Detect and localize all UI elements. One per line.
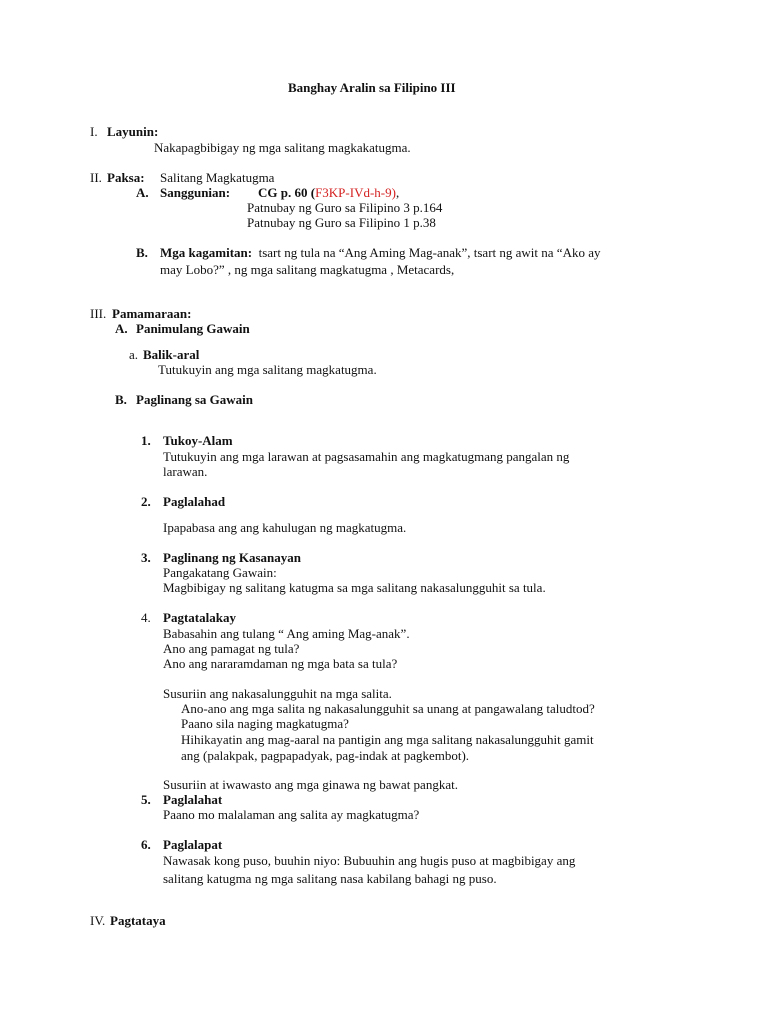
subsection-2a-letter: A. — [136, 185, 149, 200]
item-3-line-2: Magbibigay ng salitang katugma sa mga salitang nakasalungguhit sa tula. — [163, 580, 546, 595]
item-2-line-1: Ipapabasa ang ang kahulugan ng magkatugma. — [163, 520, 407, 535]
item-4-line-2: Ano ang pamagat ng tula? — [163, 641, 300, 656]
subsection-3b-letter: B. — [115, 392, 127, 407]
subsection-2a-heading: Sanggunian: — [160, 185, 231, 200]
subsection-3a-heading: Panimulang Gawain — [136, 321, 250, 336]
subsection-2b-letter: B. — [136, 245, 148, 260]
item-4-line-6: Paano sila naging magkatugma? — [181, 716, 349, 731]
section-1-text: Nakapagbibigay ng mga salitang magkakatugma. — [154, 140, 411, 155]
item-4-line-9: Susuriin at iwawasto ang mga ginawa ng bawat pangkat. — [163, 777, 458, 792]
section-2-heading: Paksa: — [107, 170, 145, 185]
item-5-number: 5. — [141, 792, 151, 807]
item-6-line-1: Nawasak kong puso, buuhin niyo: Bubuuhin ang hugis puso at magbibigay ang — [163, 853, 576, 868]
item-a-heading: Balik-aral — [143, 347, 200, 362]
item-3-line-1: Pangakatang Gawain: — [163, 565, 277, 580]
subsection-2b-heading: Mga kagamitan: — [160, 245, 253, 260]
item-4-line-7: Hihikayatin ang mag-aaral na pantigin ang mga salitang nakasalungguhit gamit — [181, 732, 594, 747]
materials-line-2: may Lobo?” , ng mga salitang magkatugma , Metacards, — [160, 262, 455, 277]
section-2-number: II. — [90, 170, 102, 185]
reference-line-1 — [258, 185, 399, 201]
item-a-text: Tutukuyin ang mga salitang magkatugma. — [158, 362, 377, 377]
subsection-3b-heading: Paglinang sa Gawain — [136, 392, 254, 407]
section-1-number: I. — [90, 124, 98, 139]
reference-cg: CG p. 60 ( — [258, 185, 316, 200]
item-4-line-1: Babasahin ang tulang “ Ang aming Mag-anak”. — [163, 626, 410, 641]
reference-line-3: Patnubay ng Guro sa Filipino 1 p.38 — [247, 215, 436, 230]
section-4-heading: Pagtataya — [110, 913, 166, 928]
item-3-heading: Paglinang ng Kasanayan — [163, 550, 301, 565]
item-1-heading: Tukoy-Alam — [163, 433, 233, 448]
item-4-line-8: ang (palakpak, pagpapadyak, pag-indak at pagkembot). — [181, 748, 470, 763]
section-1-heading: Layunin: — [107, 124, 159, 139]
subsection-3a-letter: A. — [115, 321, 128, 336]
item-1-line-1: Tutukuyin ang mga larawan at pagsasamahin ang magkatugmang pangalan ng — [163, 449, 570, 464]
section-3-number: III. — [90, 306, 107, 321]
item-6-heading: Paglalapat — [163, 837, 223, 852]
item-3-number: 3. — [141, 550, 151, 565]
item-6-number: 6. — [141, 837, 151, 852]
section-4-number: IV. — [90, 913, 106, 928]
materials-line-1 — [160, 245, 600, 261]
item-4-line-3: Ano ang nararamdaman ng mga bata sa tula? — [163, 656, 398, 671]
item-1-line-2: larawan. — [163, 464, 208, 479]
section-2-topic: Salitang Magkatugma — [160, 170, 275, 185]
item-a-letter: a. — [129, 347, 139, 362]
item-4-line-5: Ano-ano ang mga salita ng nakasalungguhit sa unang at pangawalang taludtod? — [181, 701, 595, 716]
reference-line-2: Patnubay ng Guro sa Filipino 3 p.164 — [247, 200, 443, 215]
item-6-line-2: salitang katugma ng mga salitang nasa kabilang bahagi ng puso. — [163, 871, 497, 886]
item-4-number: 4. — [141, 610, 151, 625]
item-5-heading: Paglalahat — [163, 792, 223, 807]
item-2-number: 2. — [141, 494, 151, 509]
item-4-line-4: Susuriin ang nakasalungguhit na mga salita. — [163, 686, 392, 701]
item-1-number: 1. — [141, 433, 151, 448]
document-title: Banghay Aralin sa Filipino III — [288, 80, 456, 95]
reference-code: F3KP-IVd-h-9) — [315, 185, 396, 200]
section-3-heading: Pamamaraan: — [112, 306, 192, 321]
reference-comma: , — [395, 185, 400, 200]
item-4-heading: Pagtatalakay — [163, 610, 236, 625]
materials-text-1: tsart ng tula na “Ang Aming Mag-anak”, tsart ng awit na “Ako ay — [258, 245, 601, 260]
item-2-heading: Paglalahad — [163, 494, 226, 509]
item-5-line-1: Paano mo malalaman ang salita ay magkatugma? — [163, 807, 420, 822]
